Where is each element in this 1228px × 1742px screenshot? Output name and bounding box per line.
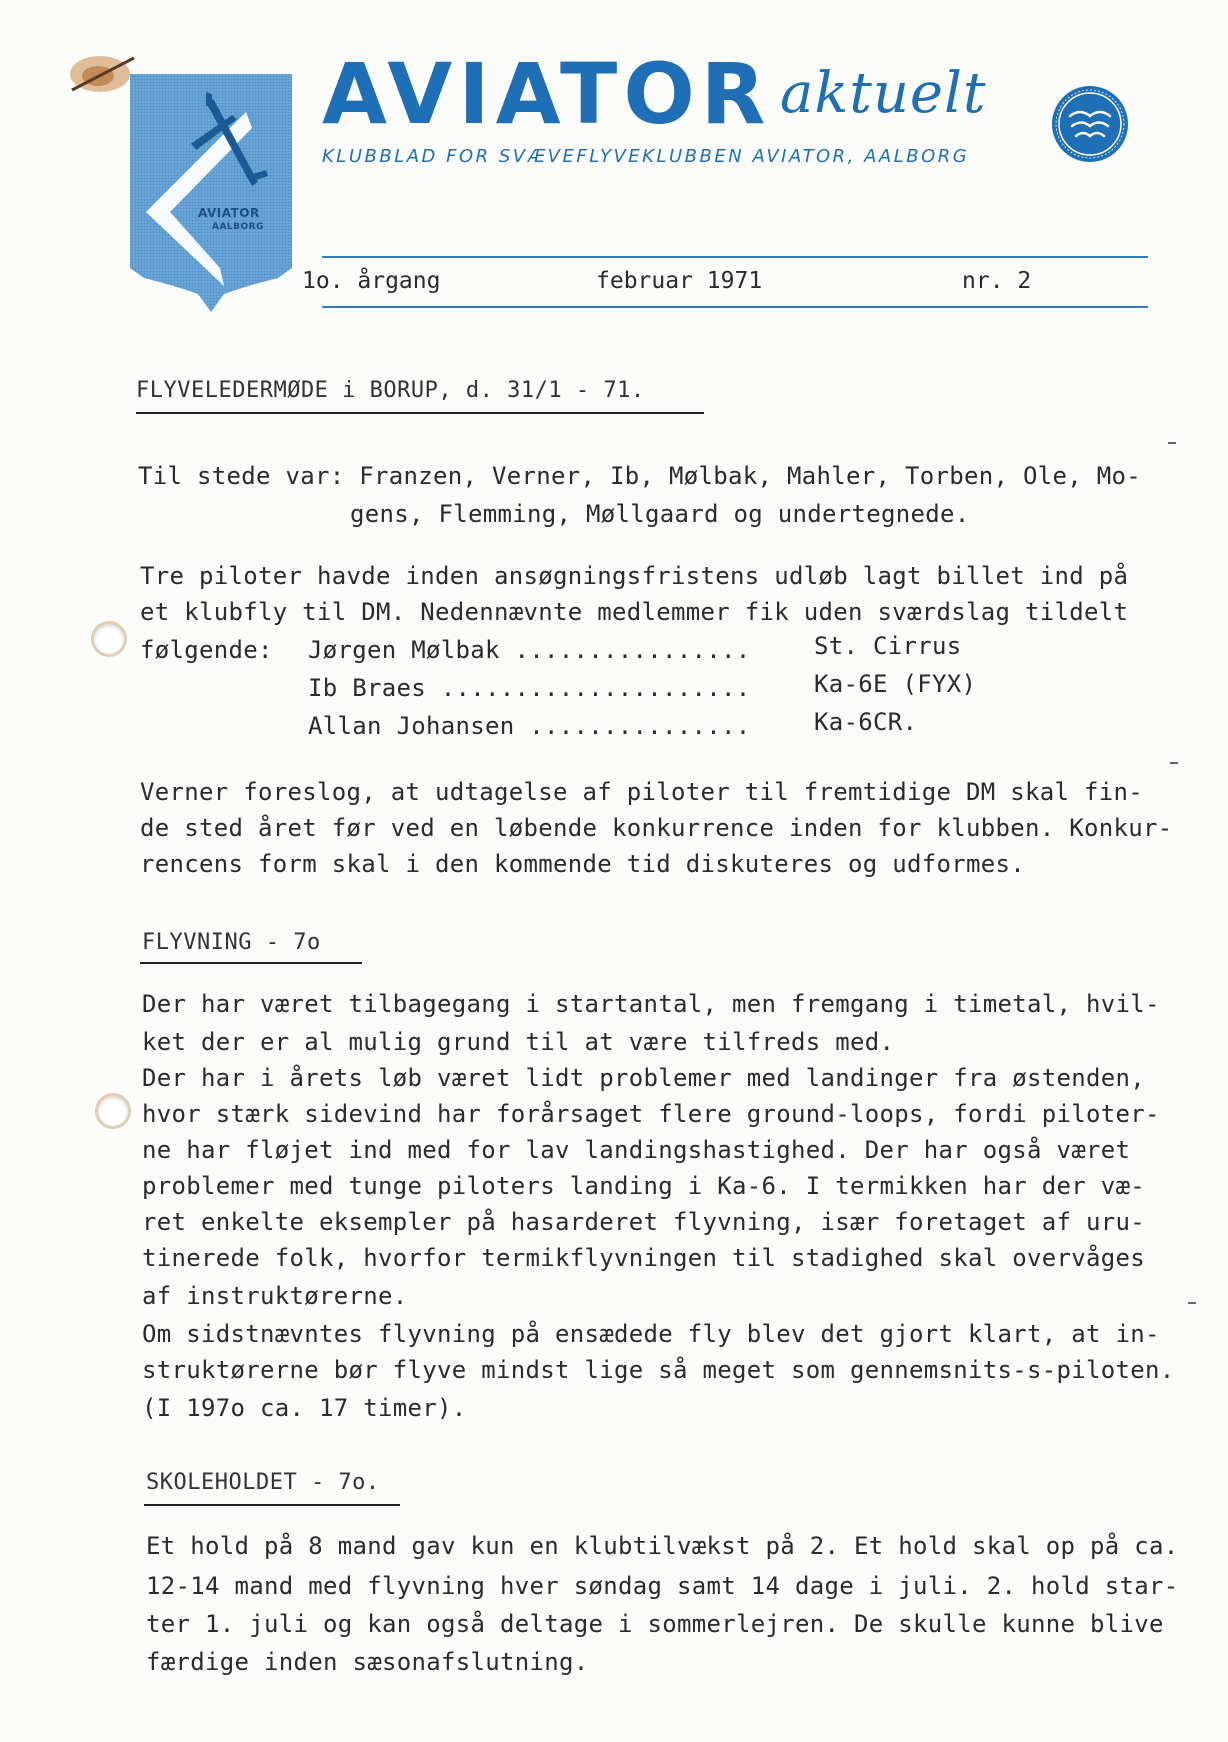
- heading-underline: [136, 412, 704, 414]
- assignment-pilot: Allan Johansen ...............: [308, 712, 751, 740]
- body-line: af instruktørerne.: [142, 1282, 408, 1310]
- section-heading-skoleholdet: SKOLEHOLDET - 7o.: [146, 1470, 380, 1495]
- body-line: rencens form skal i den kommende tid diskuteres og udformes.: [140, 850, 1025, 878]
- margin-tick: [1170, 762, 1178, 764]
- assignment-pilot: Jørgen Mølbak ................: [308, 636, 751, 664]
- assignment-pilot: Ib Braes .....................: [308, 674, 751, 702]
- masthead-rule-top: [322, 256, 1148, 258]
- body-line: ne har fløjet ind med for lav landingshastighed. Der har også været: [142, 1136, 1131, 1164]
- masthead-rule-bottom: [322, 306, 1148, 308]
- issue-volume: 1o. årgang: [302, 268, 441, 294]
- body-line: 12-14 mand med flyvning hver søndag samt 14 dage i juli. 2. hold star-: [146, 1572, 1179, 1600]
- margin-tick: [1188, 1302, 1196, 1304]
- club-shield-logo: [128, 72, 294, 314]
- shield-text-aviator: AVIATOR: [198, 206, 260, 220]
- body-line: følgende:: [140, 636, 273, 664]
- body-line: ter 1. juli og kan også deltage i sommerlejren. De skulle kunne blive: [146, 1610, 1164, 1638]
- body-line: ket der er al mulig grund til at være tilfreds med.: [142, 1028, 895, 1056]
- issue-date: februar 1971: [596, 268, 763, 294]
- masthead-title-script: aktuelt: [780, 61, 987, 126]
- body-line: struktørerne bør flyve mindst lige så meget som gennemsnits-s-piloten.: [142, 1356, 1175, 1384]
- assignment-plane: Ka-6E (FYX): [814, 670, 977, 698]
- body-line: Verner foreslog, at udtagelse af piloter til fremtidige DM skal fin-: [140, 778, 1143, 806]
- body-line: tinerede folk, hvorfor termikflyvningen til stadighed skal overvåges: [142, 1244, 1145, 1272]
- section-heading-flyveledermode: FLYVELEDERMØDE i BORUP, d. 31/1 - 71.: [136, 378, 645, 403]
- body-line: problemer med tunge piloters landing i Ka-6. I termikken har der væ-: [142, 1172, 1145, 1200]
- masthead-subtitle: KLUBBLAD FOR SVÆVEFLYVEKLUBBEN AVIATOR, AALBORG: [322, 146, 970, 167]
- body-line: Om sidstnævntes flyvning på ensædede fly blev det gjort klart, at in-: [142, 1320, 1160, 1348]
- issue-number: nr. 2: [962, 268, 1032, 294]
- heading-underline: [140, 962, 362, 964]
- assignment-plane: Ka-6CR.: [814, 708, 918, 736]
- shield-text-aalborg: AALBORG: [212, 222, 264, 232]
- masthead-title: AVIATOR: [322, 45, 772, 143]
- body-line: Til stede var: Franzen, Verner, Ib, Mølbak, Mahler, Torben, Ole, Mo-: [138, 462, 1141, 490]
- body-line: et klubfly til DM. Nedennævnte medlemmer fik uden sværdslag tildelt: [140, 598, 1129, 626]
- body-line: Der har i årets løb været lidt problemer med landinger fra østenden,: [142, 1064, 1145, 1092]
- body-line: Et hold på 8 mand gav kun en klubtilvækst på 2. Et hold skal op på ca.: [146, 1532, 1179, 1560]
- margin-tick: [1168, 442, 1176, 444]
- assignment-plane: St. Cirrus: [814, 632, 962, 660]
- body-line: Tre piloter havde inden ansøgningsfristens udløb lagt billet ind på: [140, 562, 1129, 590]
- body-line: færdige inden sæsonafslutning.: [146, 1648, 589, 1676]
- heading-underline: [144, 1504, 400, 1506]
- body-line: gens, Flemming, Møllgaard og undertegnede.: [350, 500, 970, 528]
- punch-hole-bottom: [98, 1096, 128, 1126]
- body-line: Der har været tilbagegang i startantal, men fremgang i timetal, hvil-: [142, 990, 1160, 1018]
- punch-hole-top: [94, 624, 124, 654]
- section-heading-flyvning: FLYVNING - 7o: [142, 930, 321, 955]
- body-line: de sted året før ved en løbende konkurrence inden for klubben. Konkur-: [140, 814, 1173, 842]
- seal-birds-icon: [1050, 84, 1130, 164]
- body-line: ret enkelte eksempler på hasarderet flyvning, især foretaget af uru-: [142, 1208, 1145, 1236]
- body-line: hvor stærk sidevind har forårsaget flere ground-loops, fordi piloter-: [142, 1100, 1160, 1128]
- body-line: (I 197o ca. 17 timer).: [142, 1394, 467, 1422]
